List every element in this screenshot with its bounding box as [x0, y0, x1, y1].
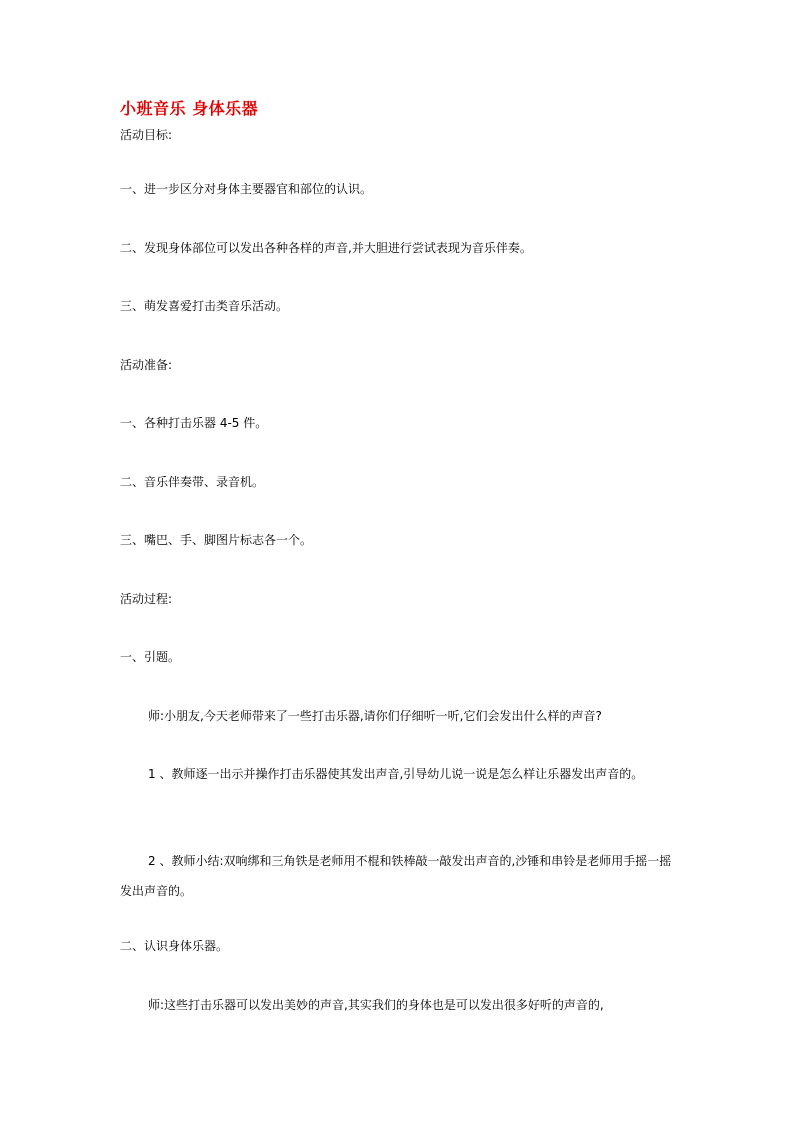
- goals-heading: 活动目标:: [120, 128, 173, 142]
- process-step-1: 一、引题。: [120, 650, 181, 664]
- goal-item-1: 一、进一步区分对身体主要器官和部位的认识。: [120, 182, 373, 196]
- document-title: 小班音乐 身体乐器: [120, 99, 259, 118]
- prep-heading: 活动准备:: [120, 358, 173, 372]
- prep-item-1: 一、各种打击乐器 4-5 件。: [120, 416, 268, 430]
- goal-item-3: 三、萌发喜爱打击类音乐活动。: [120, 299, 289, 313]
- process-heading: 活动过程:: [120, 592, 173, 606]
- teacher-line-1: 师:小朋友,今天老师带来了一些打击乐器,请你们仔细听一听,它们会发出什么样的声音?: [148, 709, 602, 723]
- prep-item-2: 二、音乐伴奏带、录音机。: [120, 475, 265, 489]
- teacher-line-2: 师:这些打击乐器可以发出美妙的声音,其实我们的身体也是可以发出很多好听的声音的,: [148, 998, 604, 1012]
- process-item-1: 1 、教师逐一出示并操作打击乐器使其发出声音,引导幼儿说一说是怎么样让乐器发出声音的。: [148, 767, 644, 781]
- process-item-2: 2 、教师小结:双响绑和三角铁是老师用不棍和铁棒敲一敲发出声音的,沙锤和串铃是老师用手摇一摇发出声音的。: [120, 854, 672, 898]
- process-step-2: 二、认识身体乐器。: [120, 939, 229, 953]
- prep-item-3: 三、嘴巴、手、脚图片标志各一个。: [120, 533, 313, 547]
- goal-item-2: 二、发现身体部位可以发出各种各样的声音,并大胆进行尝试表现为音乐伴奏。: [120, 241, 532, 255]
